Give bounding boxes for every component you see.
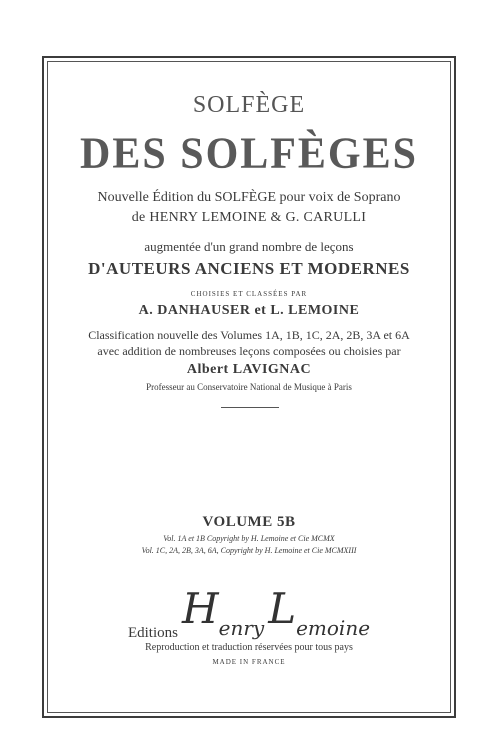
copyright-line-1: Vol. 1A et 1B Copyright by H. Lemoine et Cie MCMX	[163, 534, 335, 543]
copyright-line-2: Vol. 1C, 2A, 2B, 3A, 6A, Copyright by H. Lemoine et Cie MCMXIII	[141, 546, 357, 555]
author-role: Professeur au Conservatoire National de Musique à Paris	[146, 382, 352, 392]
title-small: SOLFÈGE	[192, 92, 306, 118]
publisher-henry-rest: enry	[218, 616, 265, 640]
editors-names: A. DANHAUSER et L. LEMOINE	[138, 303, 360, 318]
publisher-logo	[47, 572, 451, 641]
volume-label: VOLUME 5B	[202, 514, 296, 530]
subtitle-ancient-modern: D'AUTEURS ANCIENS ET MODERNES	[88, 259, 410, 278]
rights-notice: Reproduction et traduction réservées pour tous pays	[145, 642, 353, 653]
publisher-lemoine-rest: emoine	[296, 616, 371, 640]
addition-line: avec addition de nombreuses leçons composées ou choisies par	[97, 344, 401, 358]
chosen-by-label: CHOISIES ET CLASSÉES PAR	[190, 290, 308, 298]
subtitle-augmented: augmentée d'un grand nombre de leçons	[144, 239, 354, 254]
subtitle-authors: de HENRY LEMOINE & G. CARULLI	[131, 210, 367, 225]
divider-rule	[221, 407, 279, 408]
author-name: Albert LAVIGNAC	[186, 362, 312, 377]
made-in-france: MADE IN FRANCE	[212, 658, 286, 666]
subtitle-edition: Nouvelle Édition du SOLFÈGE pour voix de Soprano	[97, 190, 401, 205]
title-large: DES SOLFÈGES	[80, 129, 418, 179]
publisher-henry-cap: H	[181, 584, 219, 633]
publisher-lemoine-cap: L	[268, 584, 297, 633]
classification-line: Classification nouvelle des Volumes 1A, 1B, 1C, 2A, 2B, 3A et 6A	[88, 328, 410, 342]
publisher-editions: Editions	[127, 625, 178, 641]
